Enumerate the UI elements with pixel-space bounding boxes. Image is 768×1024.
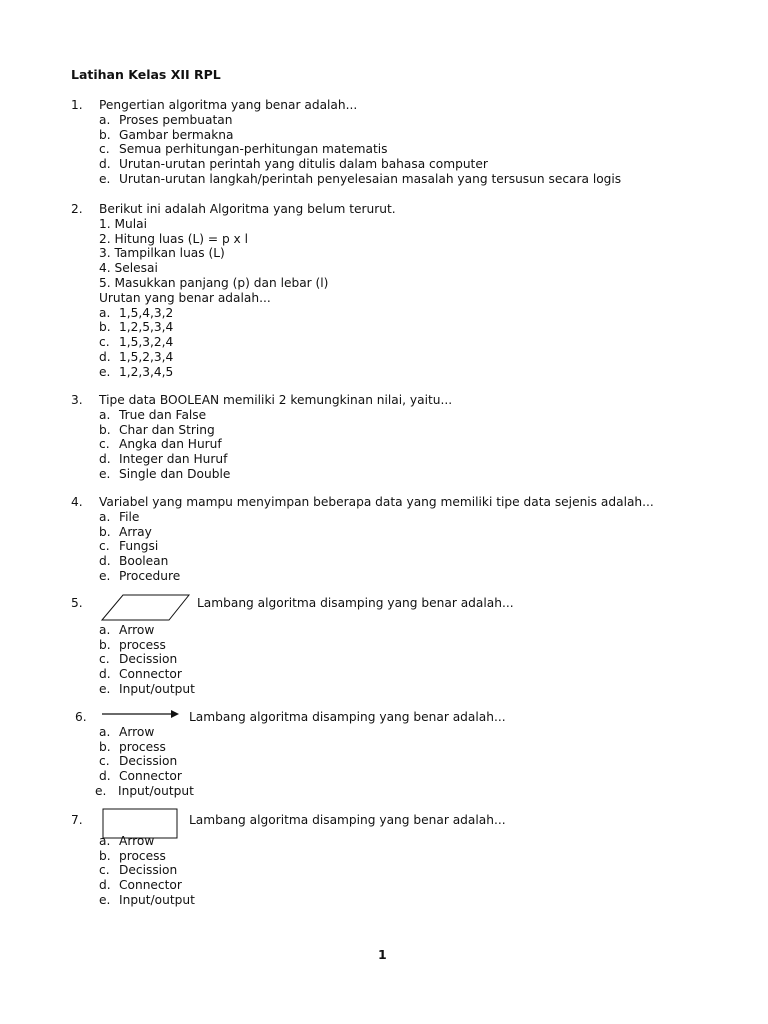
algorithm-step: 2. Hitung luas (L) = p x l [99, 231, 249, 246]
option-e[interactable]: e. 1,2,3,4,5 [99, 364, 174, 379]
page-title: Latihan Kelas XII RPL [71, 67, 221, 82]
question-number: 1. [71, 98, 83, 112]
question-number: 3. [71, 393, 83, 407]
question-2 [71, 202, 396, 380]
algorithm-step: 5. Masukkan panjang (p) dan lebar (l) [99, 275, 329, 290]
algorithm-step: 4. Selesai [99, 261, 158, 276]
question-text: Lambang algoritma disamping yang benar adalah... [189, 813, 506, 827]
question-number: 7. [71, 813, 83, 827]
option-d[interactable]: d. 1,5,2,3,4 [99, 349, 174, 364]
question-number: 2. [71, 202, 83, 216]
option-c[interactable]: c. 1,5,3,2,4 [99, 335, 174, 350]
arrow-symbol [101, 709, 181, 721]
page-number: 1 [378, 947, 387, 962]
question-number: 6. [75, 710, 87, 724]
question-text: Pengertian algoritma yang benar adalah... [99, 98, 358, 112]
question-text: Tipe data BOOLEAN memiliki 2 kemungkinan nilai, yaitu... [99, 393, 453, 407]
question-number: 5. [71, 596, 83, 610]
question-text: Lambang algoritma disamping yang benar adalah... [189, 710, 506, 724]
parallelogram-symbol [101, 594, 191, 622]
option-a[interactable]: a. 1,5,4,3,2 [99, 305, 174, 320]
question-prompt: Urutan yang benar adalah... [99, 290, 271, 305]
question-text: Lambang algoritma disamping yang benar adalah... [197, 596, 514, 610]
question-text: Variabel yang mampu menyimpan beberapa data yang memiliki tipe data sejenis adalah... [99, 495, 654, 509]
option-b[interactable]: b. 1,2,5,3,4 [99, 320, 174, 335]
algorithm-step: 1. Mulai [99, 216, 147, 231]
algorithm-step: 3. Tampilkan luas (L) [99, 246, 225, 261]
question-number: 4. [71, 495, 83, 509]
question-text: Berikut ini adalah Algoritma yang belum terurut. [99, 202, 396, 216]
